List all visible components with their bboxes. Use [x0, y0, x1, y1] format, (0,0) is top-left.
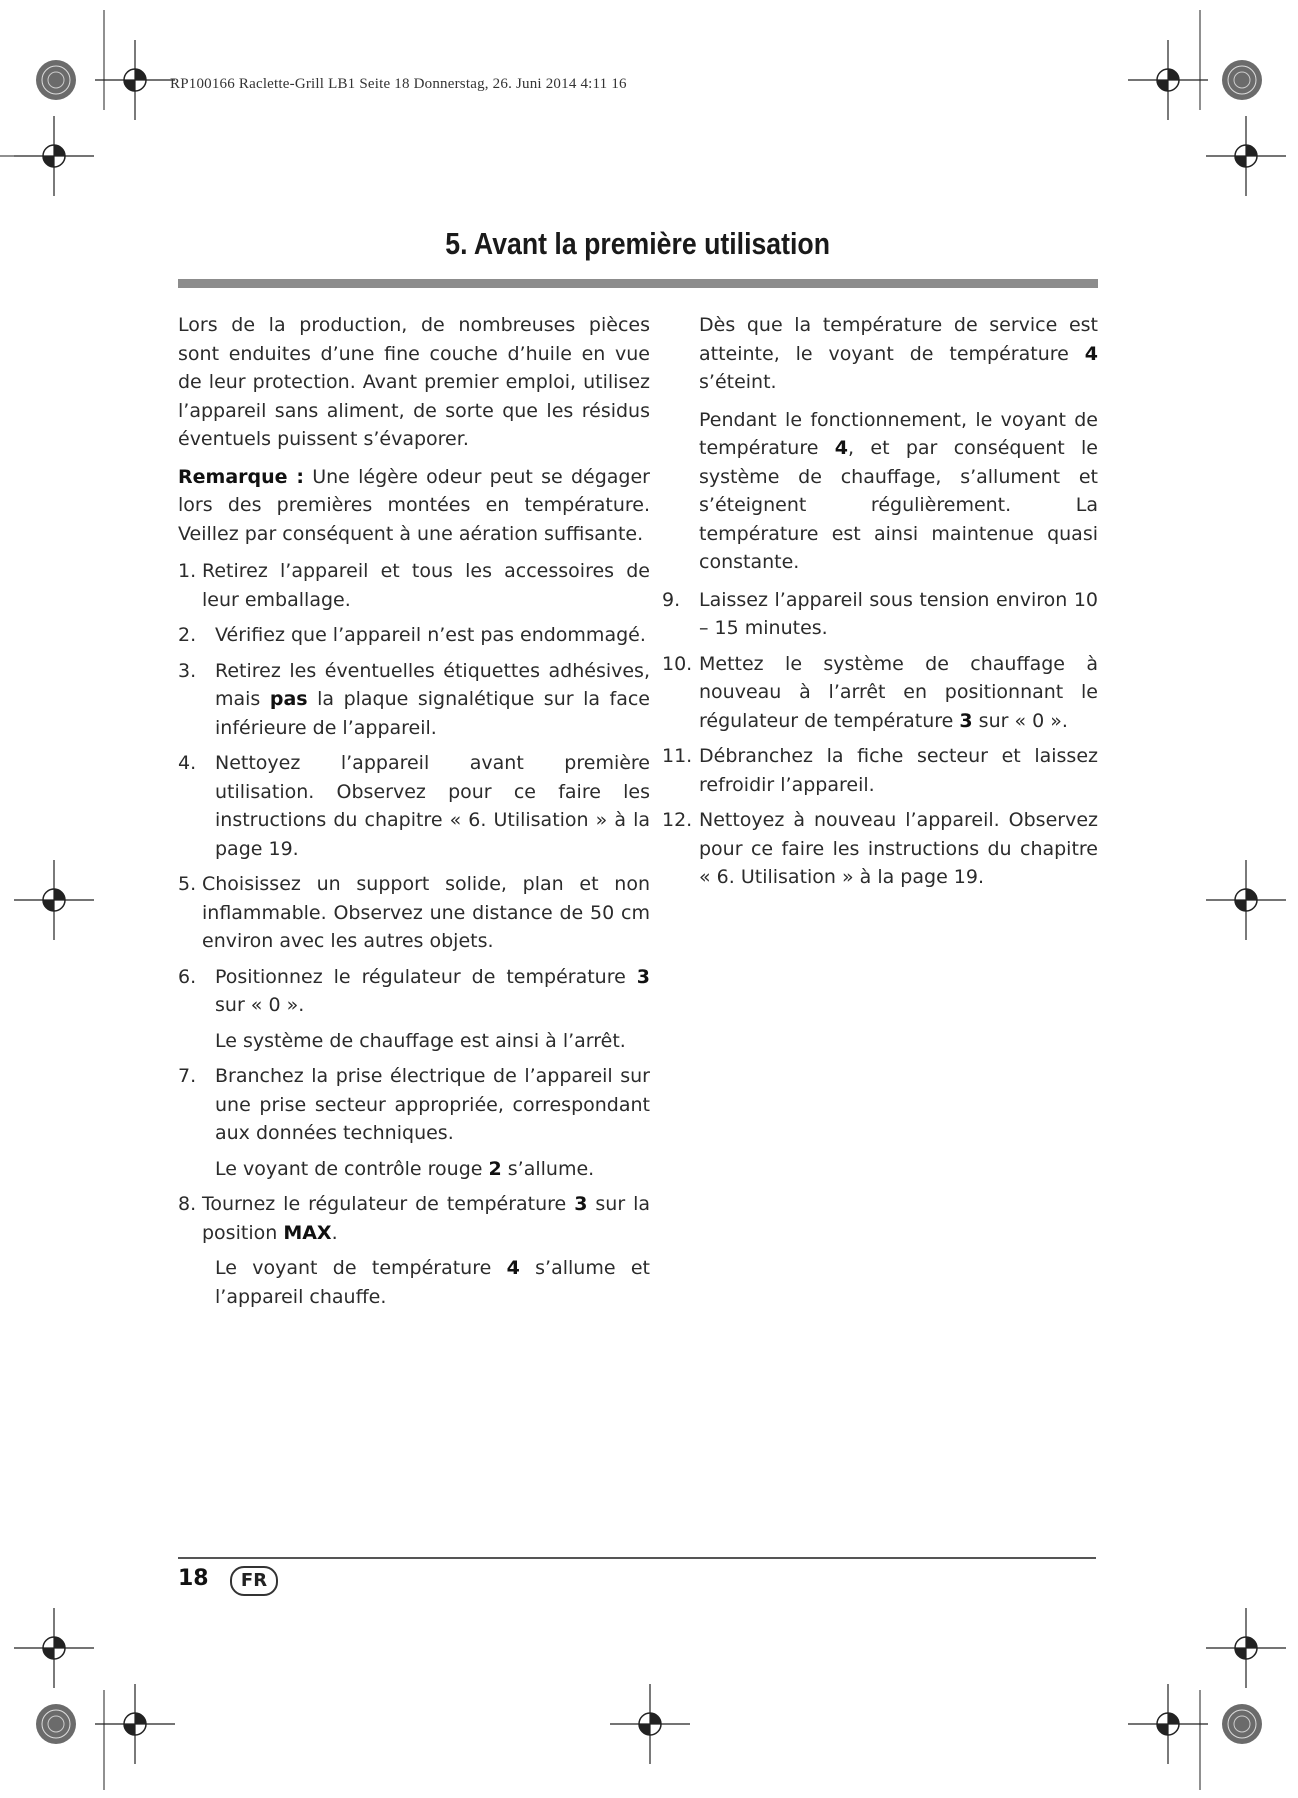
- step-text: [699, 650, 1098, 736]
- emphasis: 2: [488, 1157, 502, 1180]
- remark-paragraph: [178, 463, 650, 549]
- registration-cross-icon: [1128, 40, 1208, 120]
- list-item: [662, 806, 1098, 892]
- color-target-icon: [36, 60, 76, 100]
- list-item: [178, 557, 650, 614]
- paragraph-text: Dès que la température de service est atteinte, le voyant de température: [699, 314, 1098, 365]
- step-number: 3.: [178, 659, 197, 682]
- step-text-part: Positionnez le régulateur de température: [215, 965, 637, 988]
- step-text-part: sur « 0 ».: [972, 709, 1068, 732]
- registration-cross-icon: [1206, 1608, 1286, 1688]
- registration-cross-icon: [14, 860, 94, 940]
- step-note: [178, 1254, 650, 1311]
- step-text-part: la plaque signalétique sur la face inférieure de l’appareil.: [215, 688, 650, 739]
- step-number: 5.: [178, 873, 197, 895]
- list-item: [662, 586, 1098, 643]
- list-item: [662, 742, 1098, 799]
- color-target-icon: [36, 1704, 76, 1744]
- list-item: [178, 870, 650, 956]
- step-number: 7.: [178, 1065, 197, 1087]
- step-text: Retirez l’appareil et tous les accessoires de leur emballage.: [202, 560, 650, 611]
- note-text: s’allume et l’appareil chauffe.: [215, 1257, 650, 1308]
- step-text-part: .: [331, 1221, 338, 1244]
- title-rule: [178, 279, 1098, 288]
- step-text: Choisissez un support solide, plan et non inflammable. Observez une distance de 50 cm environ avec les autres objets.: [202, 873, 650, 952]
- intro-paragraph: Lors de la production, de nombreuses pièces sont enduites d’une fine couche d’huile en vue de leur protection. Avant premier emploi, utilisez l’appareil sans aliment, de sorte que les résidus éventuels puissent s’évaporer.: [178, 314, 650, 450]
- continuation-paragraph: [662, 406, 1098, 577]
- list-item: [178, 1190, 650, 1247]
- emphasis: MAX: [283, 1221, 332, 1244]
- step-text: Vérifiez que l’appareil n’est pas endommagé.: [215, 624, 646, 646]
- step-text: Débranchez la fiche secteur et laissez refroidir l’appareil.: [699, 745, 1098, 796]
- page-title: 5. Avant la première utilisation: [445, 226, 830, 261]
- registration-cross-icon: [95, 1684, 175, 1764]
- note-text: Le voyant de contrôle rouge: [215, 1157, 489, 1180]
- step-number: 1.: [178, 560, 197, 582]
- step-number: 4.: [178, 752, 197, 774]
- footer-rule: [178, 1557, 1096, 1559]
- step-note: Le système de chauffage est ainsi à l’arrêt.: [215, 1029, 626, 1052]
- step-number: 9.: [662, 588, 681, 611]
- step-text-part: Tournez le régulateur de température: [202, 1193, 575, 1215]
- step-text: Nettoyez à nouveau l’appareil. Observez pour ce faire les instructions du chapitre « 6. Utilisation » à la page 19.: [699, 809, 1098, 888]
- remark-text: Une légère odeur peut se dégager lors des premières montées en température. Veillez par conséquent à une aération suffisante.: [178, 465, 650, 545]
- page-number: 18: [178, 1566, 209, 1591]
- step-number: 2.: [178, 624, 197, 646]
- paragraph-text: s’éteint.: [699, 371, 777, 393]
- language-badge: FR: [230, 1566, 278, 1596]
- step-note: [178, 1155, 650, 1184]
- emphasis: 3: [574, 1193, 588, 1215]
- registration-cross-icon: [95, 40, 175, 120]
- step-number: 10.: [662, 652, 693, 675]
- paragraph-text: Pendant le fonctionnement, le voyant de température: [699, 408, 1098, 459]
- step-text: [215, 657, 650, 743]
- step-text: Branchez la prise électrique de l’appareil sur une prise secteur appropriée, correspondant aux données techniques.: [215, 1065, 650, 1144]
- registration-cross-icon: [1206, 860, 1286, 940]
- step-number: 6.: [178, 965, 197, 988]
- emphasis: 4: [1084, 342, 1098, 365]
- step-text-part: sur la position: [202, 1193, 650, 1244]
- note-text: s’allume.: [501, 1157, 595, 1180]
- registration-cross-icon: [1206, 116, 1286, 196]
- right-column: [662, 311, 1098, 899]
- step-text-part: Mettez le système de chauffage à nouveau à l’arrêt en positionnant le régulateur de température: [699, 652, 1098, 732]
- step-text-part: sur « 0 ».: [215, 994, 305, 1016]
- step-number: 11.: [662, 745, 693, 767]
- remark-label: Remarque :: [178, 465, 304, 488]
- color-target-icon: [1222, 1704, 1262, 1744]
- print-slug: RP100166 Raclette-Grill LB1 Seite 18 Donnerstag, 26. Juni 2014 4:11 16: [170, 76, 627, 92]
- step-number: 12.: [662, 809, 693, 831]
- registration-cross-icon: [1128, 1684, 1208, 1764]
- emphasis: 3: [959, 709, 973, 732]
- left-column: [178, 311, 650, 1318]
- step-text: [215, 963, 650, 1020]
- emphasis: 4: [834, 437, 848, 459]
- registration-cross-icon: [610, 1684, 690, 1764]
- list-item: [178, 963, 650, 1020]
- step-text: [202, 1190, 650, 1247]
- emphasis: pas: [269, 688, 308, 710]
- step-text: Laissez l’appareil sous tension environ 10 – 15 minutes.: [699, 588, 1098, 639]
- continuation-paragraph: [662, 311, 1098, 397]
- paragraph-text: , et par conséquent le système de chauffage, s’allument et s’éteignent régulièrement. La température est ainsi maintenue quasi constante.: [699, 437, 1098, 573]
- note-text: Le voyant de température: [215, 1257, 507, 1279]
- registration-cross-icon: [14, 1608, 94, 1688]
- emphasis: 3: [636, 965, 650, 988]
- step-text-part: Retirez les éventuelles étiquettes adhésives, mais: [215, 659, 650, 710]
- step-text: Nettoyez l’appareil avant première utilisation. Observez pour ce faire les instructions du chapitre « 6. Utilisation » à la page 19.: [215, 752, 650, 860]
- emphasis: 4: [506, 1257, 520, 1279]
- list-item: [178, 1062, 650, 1148]
- step-number: 8.: [178, 1193, 197, 1215]
- list-item: [662, 650, 1098, 736]
- list-item: [178, 621, 650, 650]
- list-item: [178, 657, 650, 743]
- color-target-icon: [1222, 60, 1262, 100]
- list-item: [178, 749, 650, 863]
